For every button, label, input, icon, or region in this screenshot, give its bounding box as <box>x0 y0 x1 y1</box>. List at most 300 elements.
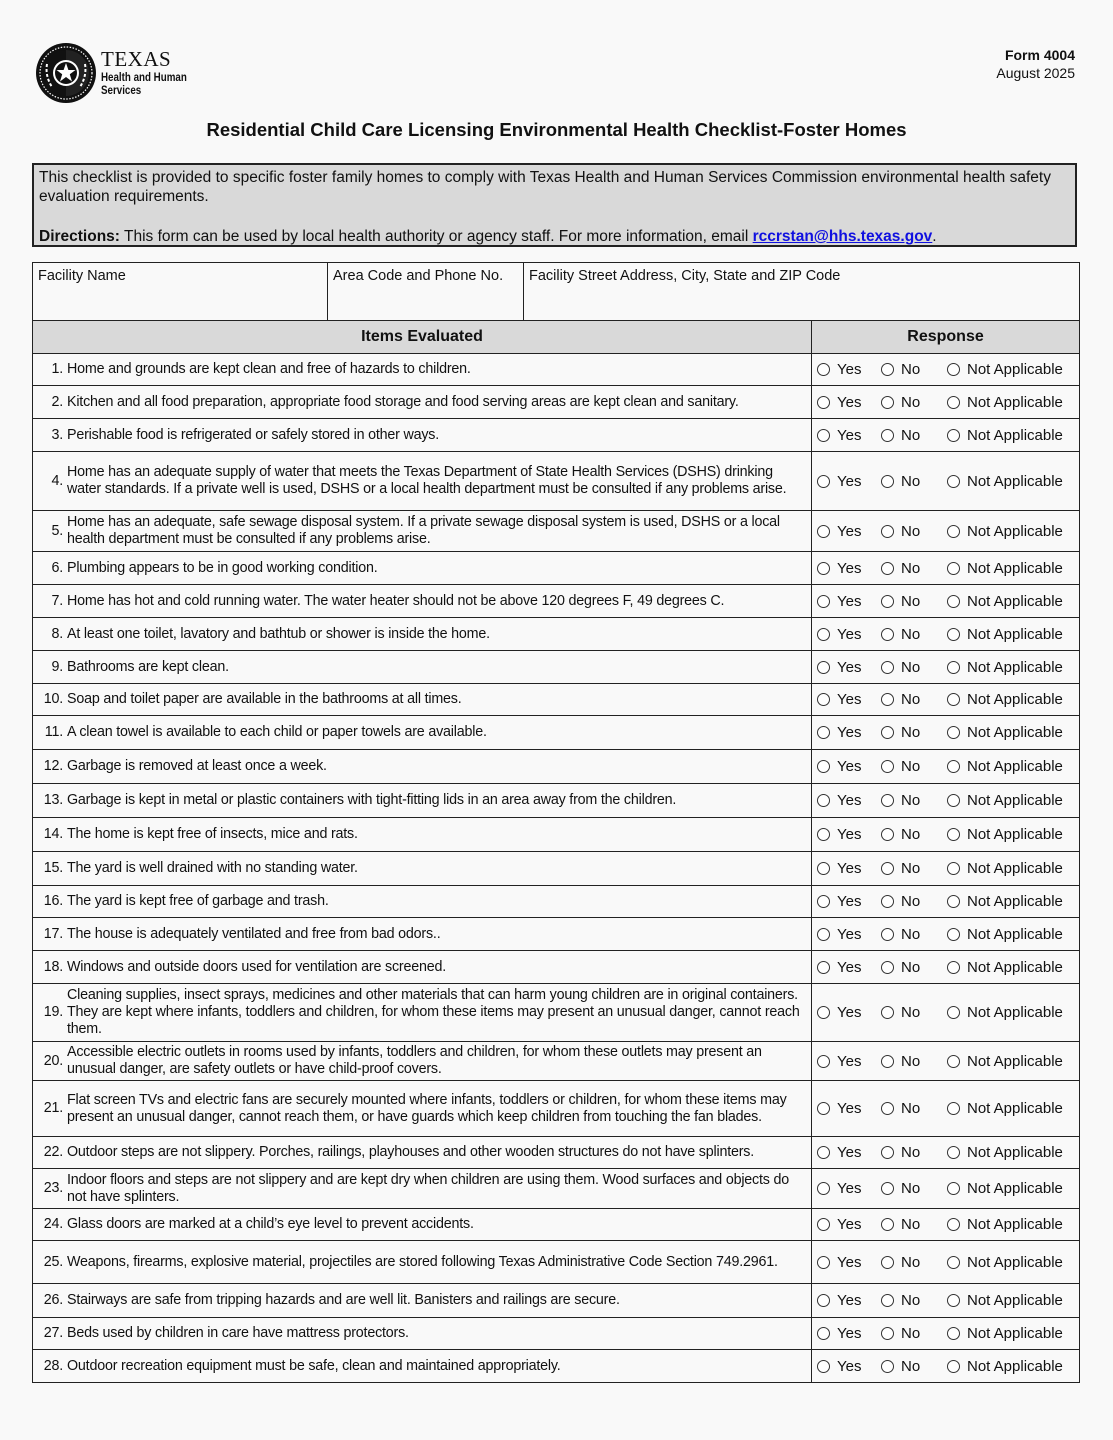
radio-no[interactable] <box>881 1053 937 1070</box>
radio-circle-icon[interactable] <box>881 661 894 674</box>
radio-label: Yes <box>837 361 862 378</box>
radio-na[interactable] <box>947 394 1063 411</box>
response-options <box>812 354 1079 385</box>
radio-no[interactable] <box>881 361 937 378</box>
address-field[interactable] <box>524 263 1079 320</box>
radio-no[interactable] <box>881 1004 937 1021</box>
radio-label: Yes <box>837 1292 862 1309</box>
radio-circle-icon[interactable] <box>817 525 830 538</box>
item-text <box>33 552 812 584</box>
radio-na[interactable] <box>947 1004 1063 1021</box>
radio-label: Yes <box>837 625 862 643</box>
table-row <box>32 852 1080 886</box>
item-text <box>33 750 812 783</box>
item-number: 13. <box>43 792 63 808</box>
radio-yes[interactable] <box>817 926 873 943</box>
radio-na[interactable] <box>947 926 1063 943</box>
radio-yes[interactable] <box>817 394 873 411</box>
radio-circle-icon[interactable] <box>881 1360 894 1373</box>
response-options <box>812 1209 1079 1240</box>
radio-no[interactable] <box>881 1358 937 1375</box>
radio-circle-icon[interactable] <box>947 363 960 376</box>
radio-na[interactable] <box>947 473 1063 490</box>
radio-circle-icon[interactable] <box>881 595 894 608</box>
item-text <box>33 886 812 917</box>
radio-na[interactable] <box>947 826 1063 843</box>
radio-label: Not Applicable <box>967 658 1063 676</box>
radio-label: No <box>901 1253 921 1271</box>
item-description: The yard is kept free of garbage and trash. <box>67 893 329 909</box>
radio-circle-icon[interactable] <box>947 895 960 908</box>
table-row <box>32 951 1080 984</box>
radio-yes[interactable] <box>817 826 873 843</box>
response-options <box>812 818 1079 851</box>
radio-circle-icon[interactable] <box>817 1102 830 1115</box>
radio-label: Not Applicable <box>967 559 1063 577</box>
radio-label: Not Applicable <box>967 1004 1063 1021</box>
radio-circle-icon[interactable] <box>947 1218 960 1231</box>
radio-label: No <box>901 724 921 741</box>
table-row <box>32 552 1080 585</box>
item-number: 15. <box>43 860 63 876</box>
radio-circle-icon[interactable] <box>947 760 960 773</box>
radio-circle-icon[interactable] <box>817 726 830 739</box>
item-text <box>33 1284 812 1317</box>
radio-circle-icon[interactable] <box>947 628 960 641</box>
radio-yes[interactable] <box>817 593 873 610</box>
radio-circle-icon[interactable] <box>881 1102 894 1115</box>
radio-circle-icon[interactable] <box>947 1360 960 1373</box>
radio-circle-icon[interactable] <box>817 794 830 807</box>
radio-yes[interactable] <box>817 626 873 643</box>
radio-no[interactable] <box>881 826 937 843</box>
radio-yes[interactable] <box>817 893 873 910</box>
radio-label: Not Applicable <box>967 1253 1063 1271</box>
radio-no[interactable] <box>881 893 937 910</box>
response-options <box>812 618 1079 650</box>
item-text <box>33 1318 812 1349</box>
radio-circle-icon[interactable] <box>947 661 960 674</box>
radio-label: Yes <box>837 658 862 676</box>
radio-circle-icon[interactable] <box>947 862 960 875</box>
radio-label: No <box>901 958 921 976</box>
radio-circle-icon[interactable] <box>817 895 830 908</box>
radio-yes[interactable] <box>817 691 873 708</box>
radio-circle-icon[interactable] <box>947 726 960 739</box>
radio-label: Not Applicable <box>967 826 1063 843</box>
radio-label: No <box>901 472 921 490</box>
item-number: 20. <box>43 1052 63 1069</box>
item-description: At least one toilet, lavatory and bathtub or shower is inside the home. <box>67 625 490 642</box>
email-link[interactable]: rccrstan@hhs.texas.gov <box>752 228 933 245</box>
item-text <box>33 386 812 418</box>
radio-circle-icon[interactable] <box>817 1006 830 1019</box>
radio-label: Yes <box>837 1052 862 1070</box>
radio-no[interactable] <box>881 1144 937 1161</box>
item-text <box>33 1042 812 1080</box>
table-row <box>32 1241 1080 1284</box>
radio-na[interactable] <box>947 361 1063 378</box>
radio-yes[interactable] <box>817 860 873 877</box>
radio-no[interactable] <box>881 1292 937 1309</box>
radio-circle-icon[interactable] <box>817 363 830 376</box>
item-description: Indoor floors and steps are not slippery and are kept dry when children are using them. Wood surfaces and objects do not have splinters. <box>67 1171 789 1205</box>
radio-yes[interactable] <box>817 792 873 809</box>
radio-na[interactable] <box>947 893 1063 910</box>
radio-yes[interactable] <box>817 361 873 378</box>
radio-circle-icon[interactable] <box>947 1055 960 1068</box>
radio-label: Yes <box>837 1253 862 1271</box>
radio-yes[interactable] <box>817 523 873 540</box>
radio-circle-icon[interactable] <box>881 862 894 875</box>
radio-circle-icon[interactable] <box>881 1055 894 1068</box>
radio-circle-icon[interactable] <box>947 1102 960 1115</box>
radio-label: No <box>901 1180 921 1197</box>
radio-circle-icon[interactable] <box>947 429 960 442</box>
item-number: 2. <box>51 393 63 410</box>
radio-na[interactable] <box>947 959 1063 976</box>
radio-yes[interactable] <box>817 1053 873 1070</box>
radio-label: Not Applicable <box>967 393 1063 411</box>
item-description: Garbage is kept in metal or plastic containers with tight-fitting lids in an area away from the children. <box>67 792 677 808</box>
radio-no[interactable] <box>881 560 937 577</box>
radio-na[interactable] <box>947 1325 1063 1342</box>
response-options <box>812 852 1079 885</box>
radio-circle-icon[interactable] <box>817 1327 830 1340</box>
table-row <box>32 1284 1080 1318</box>
response-options <box>812 684 1079 715</box>
radio-na[interactable] <box>947 724 1063 741</box>
item-number: 1. <box>51 361 63 377</box>
radio-yes[interactable] <box>817 959 873 976</box>
radio-yes[interactable] <box>817 1216 873 1233</box>
table-row <box>32 419 1080 452</box>
directions-label: Directions: <box>39 228 120 245</box>
radio-label: No <box>901 691 921 708</box>
radio-no[interactable] <box>881 427 937 444</box>
radio-label: Yes <box>837 860 862 877</box>
item-description: Soap and toilet paper are available in the bathrooms at all times. <box>67 691 462 707</box>
radio-circle-icon[interactable] <box>881 525 894 538</box>
radio-label: Not Applicable <box>967 1292 1063 1309</box>
radio-circle-icon[interactable] <box>947 693 960 706</box>
radio-no[interactable] <box>881 691 937 708</box>
table-row <box>32 386 1080 419</box>
radio-yes[interactable] <box>817 659 873 676</box>
radio-label: Yes <box>837 1180 862 1197</box>
radio-na[interactable] <box>947 1180 1063 1197</box>
radio-circle-icon[interactable] <box>817 562 830 575</box>
radio-circle-icon[interactable] <box>881 693 894 706</box>
radio-circle-icon[interactable] <box>817 1360 830 1373</box>
radio-yes[interactable] <box>817 1358 873 1375</box>
radio-circle-icon[interactable] <box>947 396 960 409</box>
address-label: Facility Street Address, City, State and ZIP Code <box>529 268 841 284</box>
radio-label: No <box>901 758 921 775</box>
radio-label: Not Applicable <box>967 1180 1063 1197</box>
radio-circle-icon[interactable] <box>881 726 894 739</box>
texas-seal-icon <box>35 42 97 104</box>
radio-na[interactable] <box>947 1144 1063 1161</box>
item-text <box>33 818 812 851</box>
radio-label: Not Applicable <box>967 522 1063 540</box>
radio-circle-icon[interactable] <box>881 1006 894 1019</box>
texas-hhs-logo <box>35 42 202 104</box>
radio-circle-icon[interactable] <box>881 1146 894 1159</box>
radio-na[interactable] <box>947 1053 1063 1070</box>
radio-na[interactable] <box>947 1292 1063 1309</box>
radio-no[interactable] <box>881 758 937 775</box>
item-number: 21. <box>43 1100 63 1116</box>
radio-circle-icon[interactable] <box>817 396 830 409</box>
radio-no[interactable] <box>881 1180 937 1197</box>
radio-yes[interactable] <box>817 1254 873 1271</box>
table-row <box>32 886 1080 918</box>
item-number: 22. <box>43 1144 63 1160</box>
radio-na[interactable] <box>947 659 1063 676</box>
radio-label: Yes <box>837 559 862 577</box>
radio-label: Not Applicable <box>967 361 1063 378</box>
radio-no[interactable] <box>881 724 937 741</box>
item-number: 23. <box>43 1180 63 1196</box>
radio-na[interactable] <box>947 758 1063 775</box>
radio-label: Not Applicable <box>967 1216 1063 1233</box>
item-text <box>33 452 812 510</box>
radio-circle-icon[interactable] <box>817 693 830 706</box>
radio-circle-icon[interactable] <box>947 475 960 488</box>
radio-circle-icon[interactable] <box>881 1218 894 1231</box>
radio-circle-icon[interactable] <box>817 862 830 875</box>
item-description: Home has hot and cold running water. The water heater should not be above 120 degrees F, 49 degrees C. <box>67 592 725 609</box>
radio-circle-icon[interactable] <box>817 961 830 974</box>
table-row <box>32 716 1080 750</box>
item-number: 11. <box>44 724 63 740</box>
radio-yes[interactable] <box>817 1180 873 1197</box>
radio-label: No <box>901 361 921 378</box>
item-text <box>33 419 812 451</box>
radio-circle-icon[interactable] <box>817 1294 830 1307</box>
radio-circle-icon[interactable] <box>881 794 894 807</box>
radio-circle-icon[interactable] <box>947 562 960 575</box>
radio-circle-icon[interactable] <box>817 429 830 442</box>
item-description: Outdoor steps are not slippery. Porches, railings, playhouses and other wooden structures do not have splinters. <box>67 1144 755 1160</box>
item-description: Glass doors are marked at a child’s eye level to prevent accidents. <box>67 1216 474 1232</box>
radio-no[interactable] <box>881 860 937 877</box>
radio-circle-icon[interactable] <box>947 1006 960 1019</box>
response-options <box>812 452 1079 510</box>
radio-no[interactable] <box>881 1325 937 1342</box>
radio-na[interactable] <box>947 523 1063 540</box>
radio-label: Yes <box>837 724 862 741</box>
radio-circle-icon[interactable] <box>817 1182 830 1195</box>
radio-label: No <box>901 1357 921 1375</box>
radio-circle-icon[interactable] <box>947 595 960 608</box>
radio-yes[interactable] <box>817 1100 873 1117</box>
radio-label: No <box>901 1292 921 1309</box>
item-text <box>33 684 812 715</box>
radio-circle-icon[interactable] <box>947 1182 960 1195</box>
radio-label: Not Applicable <box>967 925 1063 943</box>
radio-na[interactable] <box>947 427 1063 444</box>
radio-circle-icon[interactable] <box>817 628 830 641</box>
radio-circle-icon[interactable] <box>817 828 830 841</box>
radio-circle-icon[interactable] <box>881 628 894 641</box>
radio-label: Yes <box>837 758 862 775</box>
radio-na[interactable] <box>947 1254 1063 1271</box>
radio-yes[interactable] <box>817 758 873 775</box>
radio-label: No <box>901 559 921 577</box>
radio-no[interactable] <box>881 926 937 943</box>
radio-na[interactable] <box>947 593 1063 610</box>
radio-no[interactable] <box>881 1100 937 1117</box>
item-number: 10. <box>43 691 63 707</box>
radio-no[interactable] <box>881 394 937 411</box>
radio-label: Yes <box>837 1004 862 1021</box>
radio-na[interactable] <box>947 560 1063 577</box>
radio-label: No <box>901 1325 921 1342</box>
response-options <box>812 750 1079 783</box>
radio-circle-icon[interactable] <box>817 928 830 941</box>
radio-label: Yes <box>837 592 862 610</box>
table-row <box>32 984 1080 1042</box>
radio-na[interactable] <box>947 860 1063 877</box>
radio-circle-icon[interactable] <box>817 1218 830 1231</box>
radio-yes[interactable] <box>817 1004 873 1021</box>
radio-circle-icon[interactable] <box>817 1146 830 1159</box>
radio-circle-icon[interactable] <box>817 595 830 608</box>
radio-circle-icon[interactable] <box>817 661 830 674</box>
item-number: 9. <box>51 658 63 675</box>
radio-label: Yes <box>837 1144 862 1161</box>
radio-na[interactable] <box>947 626 1063 643</box>
phone-field[interactable] <box>328 263 524 320</box>
table-row <box>32 684 1080 716</box>
item-description: Accessible electric outlets in rooms used by infants, toddlers and children, for whom these outlets may present an unusual danger, are safety outlets or have child-proof covers. <box>67 1044 762 1077</box>
item-description: Bathrooms are kept clean. <box>67 658 229 675</box>
page-title: Residential Child Care Licensing Environmental Health Checklist-Foster Homes <box>206 119 907 140</box>
radio-no[interactable] <box>881 626 937 643</box>
radio-circle-icon[interactable] <box>881 1256 894 1269</box>
radio-yes[interactable] <box>817 473 873 490</box>
item-description: Beds used by children in care have mattress protectors. <box>67 1325 409 1341</box>
radio-circle-icon[interactable] <box>947 794 960 807</box>
radio-no[interactable] <box>881 523 937 540</box>
radio-circle-icon[interactable] <box>881 1294 894 1307</box>
radio-circle-icon[interactable] <box>881 475 894 488</box>
radio-circle-icon[interactable] <box>817 760 830 773</box>
item-text <box>33 1350 812 1382</box>
item-text <box>33 984 812 1041</box>
radio-circle-icon[interactable] <box>947 1256 960 1269</box>
table-row <box>32 452 1080 511</box>
radio-yes[interactable] <box>817 427 873 444</box>
item-number: 4. <box>51 472 63 489</box>
radio-no[interactable] <box>881 1216 937 1233</box>
radio-circle-icon[interactable] <box>881 1182 894 1195</box>
radio-circle-icon[interactable] <box>817 1256 830 1269</box>
radio-circle-icon[interactable] <box>947 1327 960 1340</box>
item-text <box>33 951 812 983</box>
item-number: 17. <box>43 925 63 942</box>
radio-circle-icon[interactable] <box>947 1294 960 1307</box>
radio-circle-icon[interactable] <box>881 363 894 376</box>
radio-circle-icon[interactable] <box>881 928 894 941</box>
item-number: 5. <box>51 522 63 539</box>
radio-no[interactable] <box>881 792 937 809</box>
radio-circle-icon[interactable] <box>881 895 894 908</box>
radio-label: Not Applicable <box>967 724 1063 741</box>
radio-na[interactable] <box>947 1216 1063 1233</box>
radio-circle-icon[interactable] <box>817 475 830 488</box>
radio-circle-icon[interactable] <box>947 961 960 974</box>
radio-yes[interactable] <box>817 724 873 741</box>
radio-na[interactable] <box>947 691 1063 708</box>
radio-no[interactable] <box>881 1254 937 1271</box>
facility-name-field[interactable] <box>33 263 328 320</box>
phone-label: Area Code and Phone No. <box>333 268 504 284</box>
radio-na[interactable] <box>947 792 1063 809</box>
radio-circle-icon[interactable] <box>881 396 894 409</box>
item-number: 6. <box>51 559 63 576</box>
item-text <box>33 784 812 817</box>
radio-circle-icon[interactable] <box>881 961 894 974</box>
radio-no[interactable] <box>881 659 937 676</box>
radio-yes[interactable] <box>817 560 873 577</box>
radio-label: Yes <box>837 1325 862 1342</box>
item-text <box>33 1137 812 1168</box>
item-text <box>33 585 812 617</box>
item-text <box>33 651 812 683</box>
radio-no[interactable] <box>881 473 937 490</box>
radio-label: No <box>901 893 921 910</box>
radio-circle-icon[interactable] <box>947 828 960 841</box>
radio-circle-icon[interactable] <box>947 928 960 941</box>
radio-circle-icon[interactable] <box>881 828 894 841</box>
item-text <box>33 1209 812 1240</box>
radio-yes[interactable] <box>817 1292 873 1309</box>
radio-circle-icon[interactable] <box>881 429 894 442</box>
radio-label: Yes <box>837 925 862 943</box>
table-row <box>32 1350 1080 1383</box>
radio-yes[interactable] <box>817 1325 873 1342</box>
radio-no[interactable] <box>881 959 937 976</box>
radio-label: Yes <box>837 522 862 540</box>
radio-circle-icon[interactable] <box>881 1327 894 1340</box>
radio-circle-icon[interactable] <box>881 562 894 575</box>
radio-no[interactable] <box>881 593 937 610</box>
item-text <box>33 1241 812 1283</box>
table-row <box>32 784 1080 818</box>
radio-circle-icon[interactable] <box>947 1146 960 1159</box>
radio-label: No <box>901 1100 921 1117</box>
item-number: 25. <box>43 1253 63 1270</box>
radio-label: Not Applicable <box>967 860 1063 877</box>
item-text <box>33 1169 812 1208</box>
table-row <box>32 511 1080 552</box>
item-description: Plumbing appears to be in good working condition. <box>67 559 378 576</box>
item-description: Garbage is removed at least once a week. <box>67 758 327 774</box>
radio-na[interactable] <box>947 1358 1063 1375</box>
radio-label: Not Applicable <box>967 758 1063 775</box>
table-row <box>32 750 1080 784</box>
radio-circle-icon[interactable] <box>881 760 894 773</box>
radio-na[interactable] <box>947 1100 1063 1117</box>
response-options <box>812 784 1079 817</box>
radio-yes[interactable] <box>817 1144 873 1161</box>
radio-circle-icon[interactable] <box>817 1055 830 1068</box>
intro-text: This checklist is provided to specific foster family homes to comply with Texas Health and Human Services Commission environmental health safety evaluation requirements. <box>39 169 1051 205</box>
radio-circle-icon[interactable] <box>947 525 960 538</box>
